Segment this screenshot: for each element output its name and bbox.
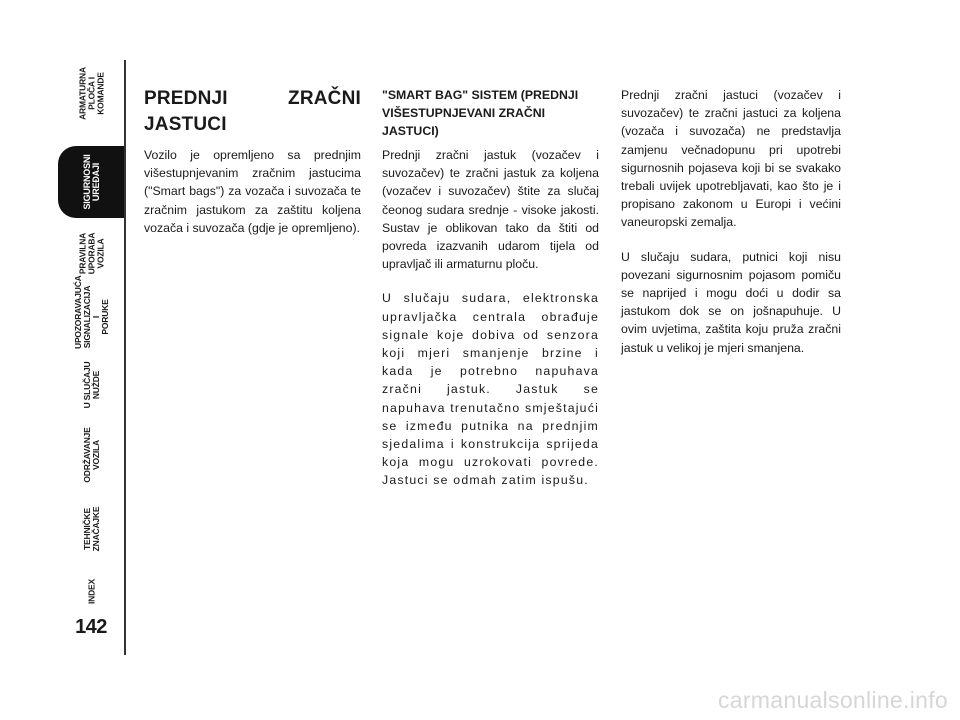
intro-paragraph: Vozilo je opremljeno sa prednjim višestupnjevanim zračnim jastucima ("Smart bags") za vozača i suvozača te zračnim jastukom za zaštitu koljena vozača i suvozača (gdje je opremljeno). xyxy=(144,148,361,235)
tab-label: ODRŽAVANJE VOZILA xyxy=(82,427,101,483)
watermark: carmanualsonline.info xyxy=(717,687,948,713)
tab-u-slucaju-nuzde[interactable] xyxy=(58,352,126,418)
section-navigation xyxy=(58,60,126,615)
section-paragraph-2: U slučaju sudara, elektronska upravljačka centrala obrađuje signale koje dobiva od senzora koji mjeri smanjenje brzine i kada je potrebno napuhava zračni jastuk. Jastuk se napuhava trenutačno smještajući se između putnika na prednjim sjedalima i konstrukcija sprijeda koja mogu uzrokovati povrede. Jastuci se odmah zatim ispušu. xyxy=(382,291,599,488)
column-1 xyxy=(144,86,361,253)
page-number: 142 xyxy=(75,616,107,638)
nav-divider-line xyxy=(124,60,126,655)
column-3 xyxy=(621,86,841,373)
column3-paragraph-2: U slučaju sudara, putnici koji nisu povezani sigurnosnim pojasom pomiču se naprijed i mogu doći u dodir sa jastukom dok se on jošnapuhuje. U ovim uvjetima, zaštita koju pruža zračni jastuk u velikoj je mjeri smanjena. xyxy=(621,249,841,355)
tab-index[interactable] xyxy=(58,558,126,624)
section-title: "SMART BAG" SISTEM (PREDNJI VIŠESTUPNJEVANI ZRAČNI JASTUCI) xyxy=(382,88,579,138)
tab-pravilna-uporaba[interactable] xyxy=(58,220,126,286)
page-title: PREDNJI ZRAČNI JASTUCI xyxy=(144,88,361,135)
tab-sigurnosni-uredaji[interactable] xyxy=(58,146,126,218)
tab-label: SIGURNOSNI UREĐAJI xyxy=(82,154,101,210)
tab-label: PRAVILNA UPORABA VOZILA xyxy=(77,232,106,274)
tab-label: ARMATURNA PLOČA I KOMANDE xyxy=(77,66,106,120)
tab-upozoravajuca-signalizacija[interactable] xyxy=(58,275,126,350)
tab-label: INDEX xyxy=(86,578,97,604)
section-paragraph-1: Prednji zračni jastuk (vozačev i suvozačev) te zračni jastuk za koljena (vozačev i suvozačev) štite za slučaj čeonog sudara srednje - visoke jakosti. Sustav je oblikovan tako da štiti od povreda izazvanih udarom tijela od upravljač ili armaturnu ploču. xyxy=(382,148,599,272)
column3-paragraph-1: Prednji zračni jastuci (vozačev i suvozačev) te zračni jastuci za koljena (vozača i suvozača) ne predstavlja zamjenu večnadopunu pri upotrebi sigurnosnih pojaseva koji bi se svakako trebali uvijek upotrebljavati, kao što je i propisano zakonom u Europi i većini vaneuropski zemalja. xyxy=(621,88,841,230)
tab-armaturna-ploca[interactable] xyxy=(58,60,126,126)
tab-label: U SLUČAJU NUŽDE xyxy=(82,361,101,409)
tab-odrzavanje-vozila[interactable] xyxy=(58,422,126,488)
column-2 xyxy=(382,86,599,506)
tab-tehnicke-znacajke[interactable] xyxy=(58,496,126,562)
tab-label: TEHNIČKE ZNAČAJKE xyxy=(82,506,101,552)
tab-label: UPOZORAVAJUĆA SIGNALIZACIJA I PORUKE xyxy=(73,275,110,349)
